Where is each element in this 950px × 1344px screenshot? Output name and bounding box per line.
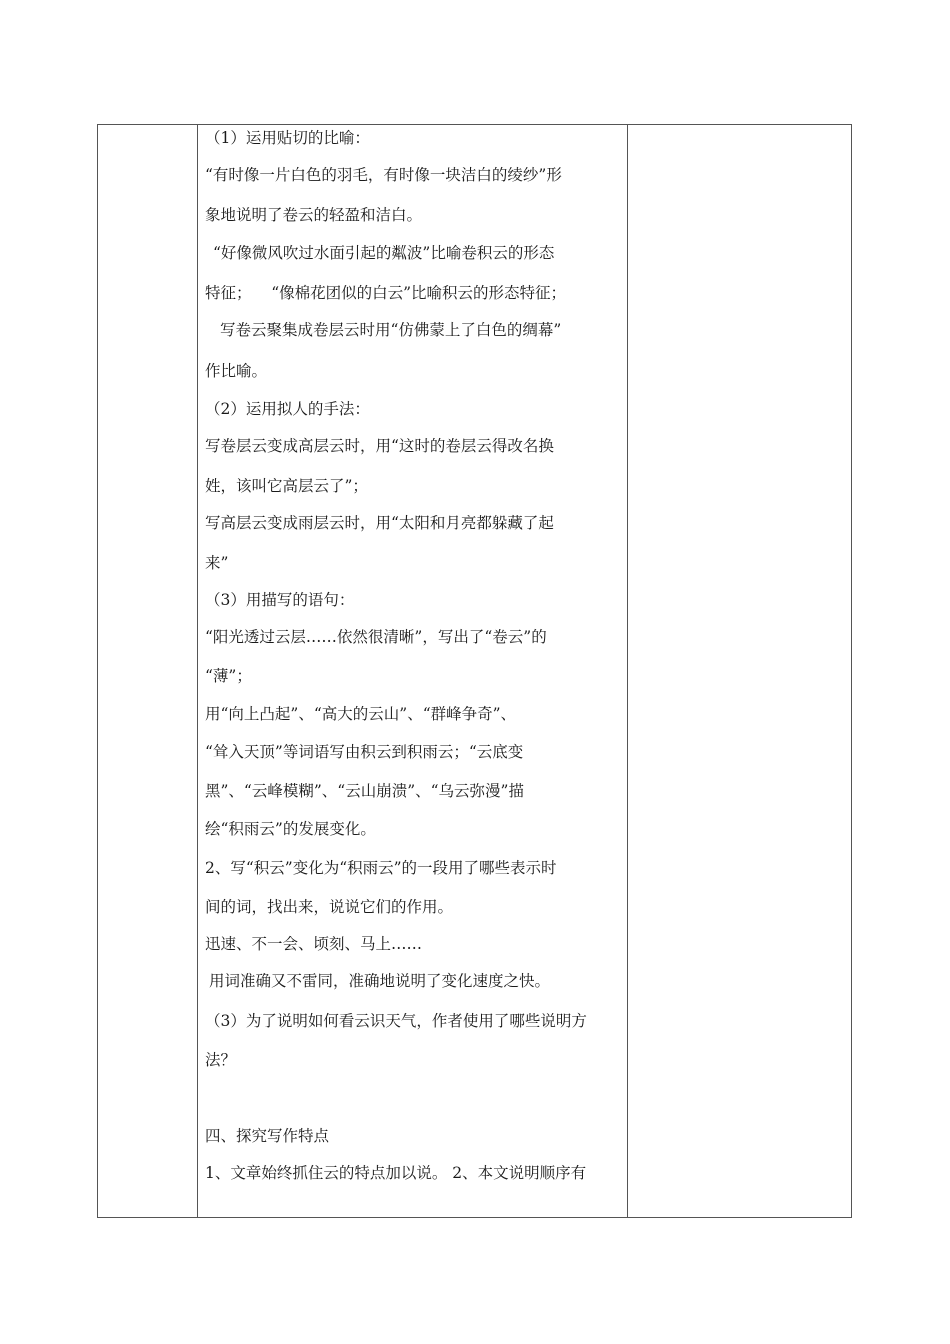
text-line: 象地说明了卷云的轻盈和洁白。 — [205, 206, 423, 224]
column-divider-left — [197, 125, 198, 1217]
text-line: 绘“积雨云”的发展变化。 — [205, 820, 376, 838]
text-line: 黑”、“云峰模糊”、“云山崩溃”、“乌云弥漫”描 — [205, 782, 524, 800]
text-line: 来” — [205, 554, 229, 572]
text-line: 作比喻。 — [205, 362, 268, 380]
text-line: 写卷层云变成高层云时，用“这时的卷层云得改名换 — [205, 437, 554, 455]
text-line: （3）用描写的语句： — [205, 591, 355, 609]
column-divider-right — [627, 125, 628, 1217]
text-line: （2）运用拟人的手法： — [205, 400, 370, 418]
text-line: 法？ — [205, 1051, 237, 1069]
section-heading: 四、探究写作特点 — [205, 1127, 330, 1145]
text-line: 迅速、不一会、顷刻、马上…… — [205, 935, 423, 953]
text-line: 2、写“积云”变化为“积雨云”的一段用了哪些表示时 — [205, 859, 557, 877]
text-line: 间的词，找出来，说说它们的作用。 — [205, 898, 454, 916]
text-line: “薄”； — [205, 667, 252, 685]
text-line: “好像微风吹过水面引起的粼波”比喻卷积云的形态 — [213, 244, 555, 262]
text-line: “耸入天顶”等词语写由积云到积雨云；“云底变 — [205, 743, 524, 761]
text-line: 特征； “像棉花团似的白云”比喻积云的形态特征； — [205, 284, 567, 302]
text-line: 写高层云变成雨层云时，用“太阳和月亮都躲藏了起 — [205, 514, 554, 532]
text-line: （3）为了说明如何看云识天气，作者使用了哪些说明方 — [205, 1012, 587, 1030]
text-line: “有时像一片白色的羽毛，有时像一块洁白的绫纱”形 — [205, 166, 562, 184]
text-line: 写卷云聚集成卷层云时用“仿佛蒙上了白色的绸幕” — [220, 321, 562, 339]
text-line: 姓，该叫它高层云了”； — [205, 477, 368, 495]
text-line: 用“向上凸起”、“高大的云山”、“群峰争奇”、 — [205, 705, 517, 723]
text-line: 用词准确又不雷同，准确地说明了变化速度之快。 — [209, 972, 551, 990]
text-line: “阳光透过云层……依然很清晰”，写出了“卷云”的 — [205, 628, 547, 646]
document-table — [97, 124, 852, 1218]
text-line: 1、文章始终抓住云的特点加以说。 2、本文说明顺序有 — [205, 1164, 587, 1182]
text-line: （1）运用贴切的比喻： — [205, 129, 370, 147]
